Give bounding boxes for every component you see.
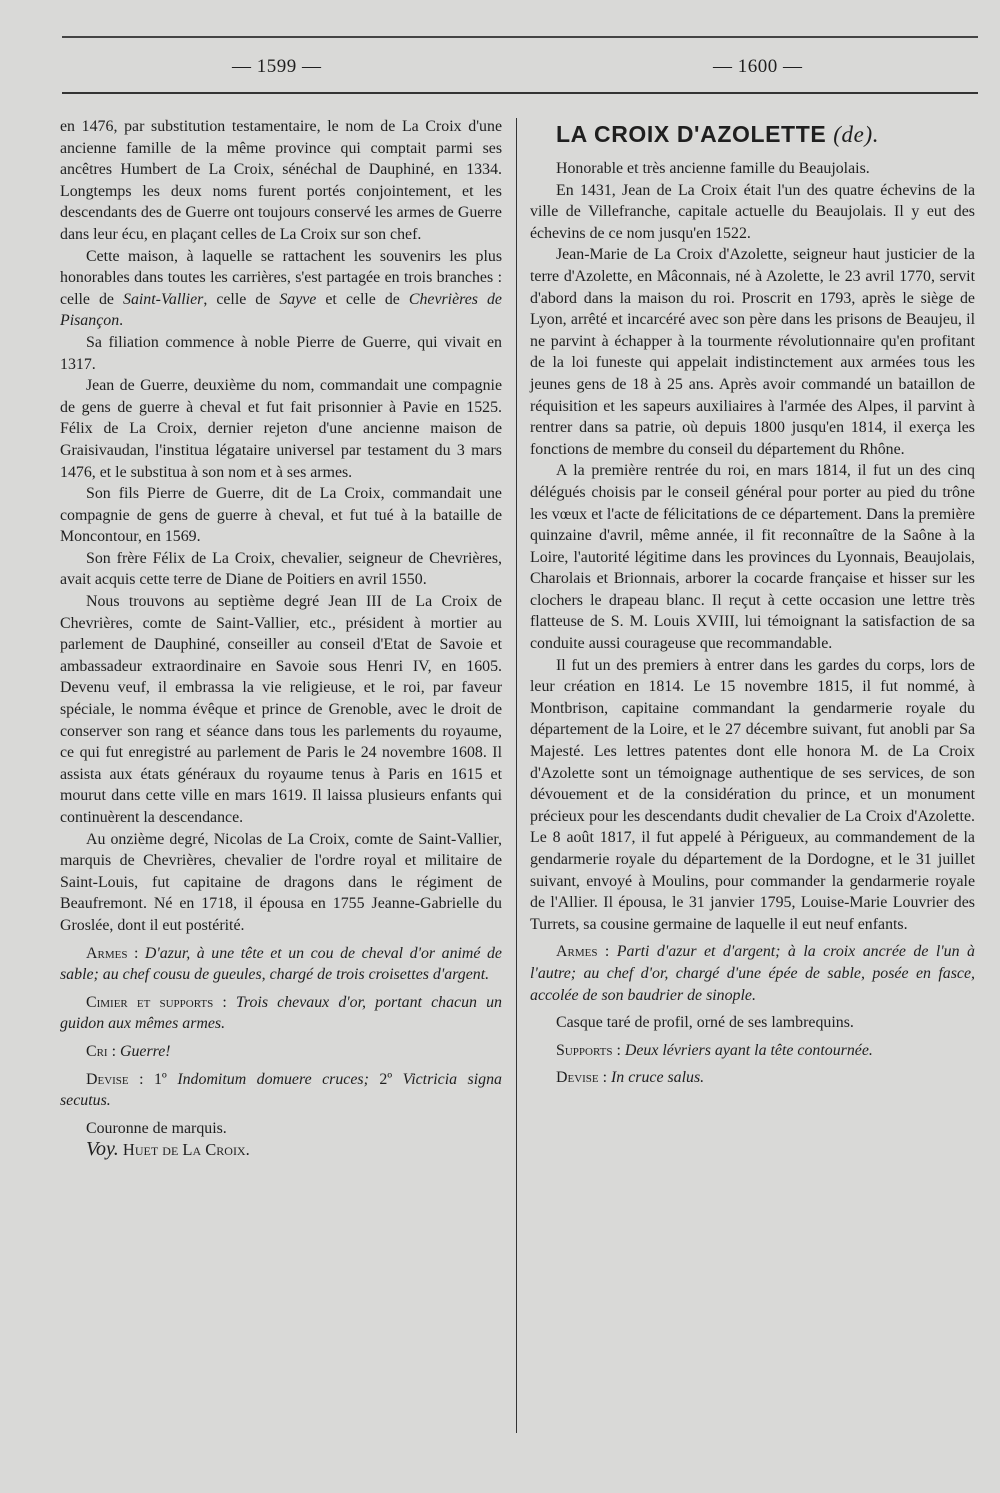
paragraph: Jean de Guerre, deuxième du nom, commandait une compagnie de gens de guerre à cheval et fut fait prisonnier à Pavie en 1525. Félix de La Croix, dernier rejeton d'une ancienne maison de Graisivaudan, l'institua légataire universel par testament du 3 mars 1476, et le substitua à son nom et à ses armes. bbox=[60, 377, 502, 481]
separator: : bbox=[612, 1041, 625, 1059]
text: , celle de bbox=[203, 290, 280, 308]
cri-label: Cri bbox=[86, 1042, 108, 1060]
article-title bbox=[556, 119, 975, 150]
cri-text: Guerre! bbox=[119, 1042, 171, 1060]
text: et celle de bbox=[316, 290, 409, 308]
paragraph: en 1476, par substitution testamentaire, le nom de La Croix d'une ancienne famille de la même province qui comptait parmi ses ancêtres Humbert de La Croix, sénéchal de Dauphiné, en 1334. Longtemps les deux noms furent portés conjointement, et les descendants des de Guerre ont toujours conservé les armes de Guerre dans leur écu, en plaçant celles de La Croix sur son chef. bbox=[60, 118, 502, 243]
armes-label: Armes bbox=[86, 944, 128, 962]
paragraph: Son frère Félix de La Croix, chevalier, seigneur de Chevrières, avait acquis cette terre de Diane de Poitiers en avril 1550. bbox=[60, 549, 502, 589]
supports-entry bbox=[530, 1040, 975, 1062]
devise-text: In cruce salus. bbox=[611, 1069, 705, 1087]
branch-name: Saint-Vallier bbox=[123, 290, 204, 308]
paragraph: Au onzième degré, Nicolas de La Croix, comte de Saint-Vallier, marquis de Chevrières, chevalier de l'ordre royal et militaire de Saint-Louis, fut capitaine de dragons dans le régiment de Beaufremont. Né en 1718, il épousa en 1755 Jeanne-Gabrielle du Groslée, dont il eut postérité. bbox=[60, 830, 502, 934]
separator: : 1º bbox=[128, 1070, 178, 1088]
paragraph: En 1431, Jean de La Croix était l'un des quatre échevins de la ville de Villefranche, capitale actuelle du Beaujolais. Il y eut des échevins de ce nom jusqu'en 1522. bbox=[530, 181, 975, 242]
paragraph: Nous trouvons au septième degré Jean III de La Croix de Chevrières, comte de Saint-Vallier, etc., président à mortier au parlement de Dauphiné, conseiller au conseil d'Etat de Savoie et ambassadeur extraordinaire en Savoie sous Henri IV, en 1605. Devenu veuf, il embrassa la vie religieuse, et le roi, par faveur spéciale, le nomma évêque et prince de Grenoble, avec le droit de conserver son rang et séance dans tous les parlements du royaume, ce qui fut enregistré au parlement de Paris le 24 novembre 1608. Il assista aux états généraux du royaume tenus à Paris en 1615 et mourut dans cette ville en mars 1619. Il laissa plusieurs enfants qui continuèrent la descendance. bbox=[60, 593, 502, 826]
text: . bbox=[119, 312, 124, 330]
left-column bbox=[60, 116, 502, 1161]
cimier-entry bbox=[60, 992, 502, 1035]
title-particle: (de). bbox=[833, 122, 880, 147]
header-rule bbox=[62, 92, 978, 94]
armes-text: D'azur, à une tête et un cou de cheval d'or animé de sable; au chef cousu de gueules, chargé de trois croisettes d'argent. bbox=[60, 944, 502, 984]
cimier-text: Trois chevaux d'or, portant chacun un guidon aux mêmes armes. bbox=[60, 993, 502, 1033]
supports-text: Deux lévriers ayant la tête contournée. bbox=[624, 1041, 873, 1059]
voy-label: Voy. bbox=[86, 1138, 119, 1161]
paragraph: Jean-Marie de La Croix d'Azolette, seigneur haut justicier de la terre d'Azolette, en Mâconnais, né à Azolette, le 23 avril 1770, servit d'abord dans la maison du roi. Proscrit en 1793, après le siège de Lyon, arrêté et incarcéré avec son père dans les prisons de Beaujeu, il ne parvint à échapper à la tourmente révolutionnaire qu'en profitant de la loi funeste qui appelait indistinctement aux armées tous les jeunes gens de 18 à 25 ans. Après avoir commandé un bataillon de réquisition et les sapeurs auxiliaires à l'armée des Alpes, il parvint à rentrer dans sa patrie, où depuis 1800 jusqu'en 1814, il exerça les fonctions de membre du conseil du département du Rhône. bbox=[530, 246, 975, 458]
paragraph: Il fut un des premiers à entrer dans les gardes du corps, lors de leur création en 1814. Le 15 novembre 1815, il fut nommé, à Montbrison, capitaine commandant la gendarmerie royale du département de la Loire, et le 27 décembre suivant, fut anobli par Sa Majesté. Les lettres patentes dont elle honora M. de La Croix d'Azolette sont un témoignage authentique de ses services, de son dévouement et de la considération du prince, et un monument précieux pour les descendants dudit chevalier de La Croix d'Azolette. Le 8 août 1817, il fut appelé à Périgueux, au commandement de la gendarmerie royale du département de la Dordogne, et le 31 juillet suivant, envoyé à Moulins, pour commander la gendarmerie royale de l'Allier. Il épousa, le 31 janvier 1795, Louise-Marie Louvrier des Turrets, sa cousine germaine de laquelle il eut neuf enfants. bbox=[530, 656, 975, 933]
right-column bbox=[530, 113, 975, 1089]
separator: : bbox=[107, 1042, 120, 1060]
devise-text: Victricia signa secutus. bbox=[60, 1070, 502, 1110]
paragraph-branches bbox=[60, 246, 502, 332]
armes-text: Parti d'azur et d'argent; à la croix ancrée de l'un à l'autre; au chef d'or, chargé d'une épée de sable, posée en fasce, accolée de son baudrier de sinople. bbox=[530, 943, 975, 1004]
separator: : bbox=[597, 943, 617, 961]
armes-entry bbox=[60, 943, 502, 986]
text: Cette maison, à laquelle se rattachent les souvenirs les plus honorables dans toutes les carrières, s'est partagée en trois branches : celle de bbox=[60, 247, 502, 308]
paragraph: Honorable et très ancienne famille du Beaujolais. bbox=[556, 160, 870, 177]
branch-name: Sayve bbox=[279, 290, 317, 308]
separator: 2º bbox=[368, 1070, 403, 1088]
devise-label: Devise bbox=[86, 1070, 129, 1088]
separator: : bbox=[127, 944, 145, 962]
page-number-right: — 1600 — bbox=[713, 56, 803, 77]
paragraph: A la première rentrée du roi, en mars 1814, il fut un des cinq délégués choisis par le conseil général pour porter au pied du trône les vœux et l'acte de félicitations de ce département. Dans la première quinzaine d'avril, même année, il fit reconnaître de la Saône à la Loire, l'autorité légitime dans les provinces du Lyonnais, Beaujolais, Charolais et Brionnais, arborer la cocarde française et hisser sur les clochers le drapeau blanc. Il reçut à cette occasion une lettre très flatteuse de S. M. Louis XVIII, lui témoignant la satisfaction de sa conduite aussi courageuse que recommandable. bbox=[530, 462, 975, 653]
devise-entry bbox=[530, 1067, 975, 1089]
supports-label: Supports bbox=[556, 1041, 613, 1059]
couronne-entry: Couronne de marquis. bbox=[86, 1119, 227, 1137]
cri-entry bbox=[60, 1041, 502, 1063]
paragraph: Sa filiation commence à noble Pierre de Guerre, qui vivait en 1317. bbox=[60, 333, 502, 373]
cimier-label: Cimier et supports bbox=[86, 993, 214, 1011]
devise-label: Devise bbox=[556, 1069, 599, 1087]
column-divider bbox=[516, 118, 517, 1433]
separator: : bbox=[213, 993, 236, 1011]
separator: : bbox=[598, 1069, 612, 1087]
page-number-left: — 1599 — bbox=[232, 56, 322, 77]
casque-entry: Casque taré de profil, orné de ses lambrequins. bbox=[556, 1014, 854, 1032]
armes-label: Armes bbox=[556, 943, 598, 961]
branch-name: Chevrières de Pisançon bbox=[60, 290, 502, 330]
voy-target: Huet de La Croix. bbox=[118, 1140, 250, 1160]
paragraph: Son fils Pierre de Guerre, dit de La Croix, commandait une compagnie de gens de guerre à cheval, et fut tué à la bataille de Moncontour, en 1569. bbox=[60, 485, 502, 546]
armes-entry bbox=[530, 941, 975, 1006]
top-rule bbox=[62, 36, 978, 38]
cross-reference bbox=[60, 1139, 502, 1161]
devise-text: Indomitum domuere cruces; bbox=[177, 1070, 369, 1088]
devise-entry bbox=[60, 1069, 502, 1112]
title-text: LA CROIX D'AZOLETTE bbox=[556, 121, 827, 147]
